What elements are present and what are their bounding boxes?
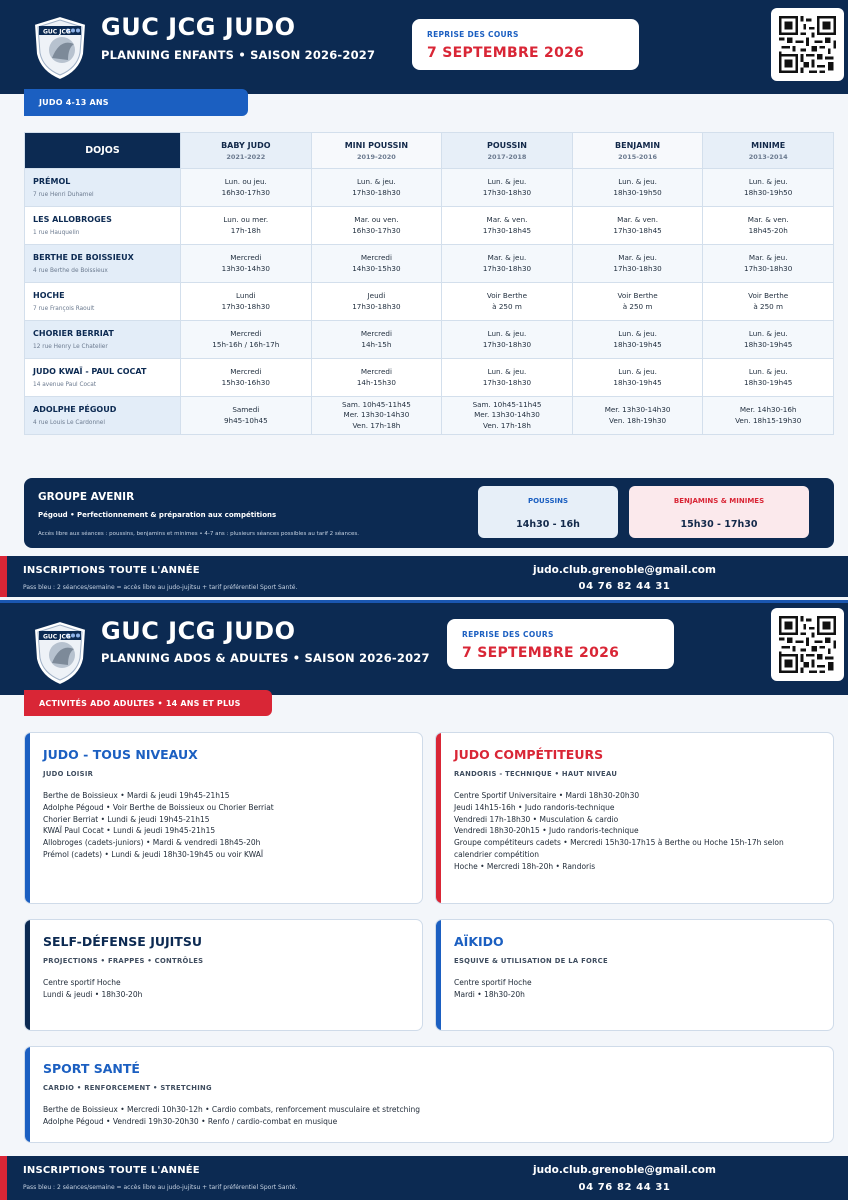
card-line: Centre sportif Hoche [43,978,121,987]
schedule-cell: Mar. & ven. 17h30-18h45 [572,207,703,245]
card-line: Groupe compétiteurs cadets • Mercredi 15h30-17h15 à Berthe ou Hoche 15h-17h selon calendrier compétition [454,838,784,859]
dojo-name: JUDO KWAÏ - PAUL COCAT [33,366,147,376]
card-judo-tous-niveaux [24,732,423,904]
schedule-cell: Mercredi 14h-15h30 [311,359,442,397]
card-line: Hoche • Mercredi 18h-20h • Randoris [454,861,596,871]
schedule-cell: Sam. 10h45-11h45 Mer. 13h30-14h30 Ven. 17h-18h [442,397,573,435]
category-name: MINIME [751,140,786,150]
reprise-date: 7 SEPTEMBRE 2026 [462,645,620,661]
club-shield-logo-icon [30,14,90,82]
category-years: 2015-2016 [618,152,658,161]
schedule-cell: Voir Berthe à 250 m [572,283,703,321]
avenir-title: GROUPE AVENIR [38,491,135,503]
brand-title: GUC JCG JUDO [101,13,296,41]
footer-note: Pass bleu : 2 séances/semaine = accès libre au judo-jujitsu + tarif préférentiel Sport Santé. [23,1184,298,1191]
schedule-cell: Mar. & jeu. 17h30-18h30 [442,245,573,283]
category-years: 2021-2022 [226,152,266,161]
card-title: JUDO COMPÉTITEURS [454,747,604,762]
card-lines [43,1104,817,1128]
dojo-cell [25,321,181,359]
table-row [25,207,834,245]
ados-adultes-planning-page [0,600,848,1200]
schedule-cell: Mar. & ven. 18h45-20h [703,207,834,245]
schedule-cell: Mercredi 15h-16h / 16h-17h [181,321,312,359]
schedule-cell: Lun. & jeu. 18h30-19h45 [703,359,834,397]
footer-note: Pass bleu : 2 séances/semaine = accès libre au judo-jujitsu + tarif préférentiel Sport Santé. [23,584,298,591]
schedule-cell: Mar. ou ven. 16h30-17h30 [311,207,442,245]
dojo-address: 1 rue Hauquelin [33,230,80,237]
table-row [25,245,834,283]
dojo-address: 7 rue François Raoult [33,306,95,313]
card-line: Adolphe Pégoud • Vendredi 19h30-20h30 • Renfo / cardio-combat en musique [43,1116,338,1126]
footer-title: INSCRIPTIONS TOUTE L'ANNÉE [23,565,200,576]
card-subtitle: RANDORIS - TECHNIQUE • HAUT NIVEAU [454,770,618,778]
footer [0,1156,848,1200]
footer [0,556,848,597]
category-years: 2013-2014 [748,152,788,161]
table-row [25,283,834,321]
dojo-cell [25,397,181,435]
category-header [311,133,442,169]
card-title: JUDO - TOUS NIVEAUX [43,747,198,762]
schedule-cell: Mar. & jeu. 17h30-18h30 [703,245,834,283]
avenir-benjamins-box [629,486,809,538]
groupe-avenir-banner [24,478,834,548]
schedule-cell: Lun. & jeu. 17h30-18h30 [442,169,573,207]
reprise-label: REPRISE DES COURS [427,30,519,39]
category-years: 2019-2020 [356,152,396,161]
category-name: BENJAMIN [615,140,661,150]
reprise-label: REPRISE DES COURS [462,630,554,639]
brand-title: GUC JCG JUDO [101,617,296,645]
section-pill-ado-adultes: ACTIVITÉS ADO ADULTES • 14 ANS ET PLUS [24,690,272,716]
schedule-cell: Mar. & ven. 17h30-18h45 [442,207,573,245]
schedule-cell: Lun. ou mer. 17h-18h [181,207,312,245]
schedule-cell: Mercredi 13h30-14h30 [181,245,312,283]
schedule-cell: Lun. & jeu. 18h30-19h45 [572,359,703,397]
section-pill-judo-4-13: JUDO 4-13 ANS [24,89,248,116]
contact-email-link[interactable]: judo.club.grenoble@gmail.com [533,564,716,576]
card-line: Adolphe Pégoud • Voir Berthe de Boissieux ou Chorier Berriat [43,802,274,812]
card-line: Jeudi 14h15-16h • Judo randoris-technique [454,802,615,812]
card-subtitle: PROJECTIONS • FRAPPES • CONTRÔLES [43,957,204,965]
qr-code-icon[interactable] [771,608,844,681]
avenir-box-time: 14h30 - 16h [516,519,580,530]
card-line: Berthe de Boissieux • Mardi & jeudi 19h45-21h15 [43,791,230,800]
schedule-cell: Mercredi 14h30-15h30 [311,245,442,283]
dojo-name: HOCHE [33,290,65,300]
schedule-cell: Lun. & jeu. 18h30-19h45 [572,321,703,359]
card-lines [43,977,406,1001]
card-title: SPORT SANTÉ [43,1061,140,1076]
schedule-cell: Sam. 10h45-11h45 Mer. 13h30-14h30 Ven. 17h-18h [311,397,442,435]
card-line: Prémol (cadets) • Lundi & jeudi 18h30-19h45 ou voir KWAÏ [43,849,264,859]
schedule-cell: Samedi 9h45-10h45 [181,397,312,435]
avenir-subtitle: Pégoud • Perfectionnement & préparation aux compétitions [38,511,277,519]
footer-title: INSCRIPTIONS TOUTE L'ANNÉE [23,1165,200,1176]
planning-subtitle: PLANNING ENFANTS • SAISON 2026-2027 [101,48,376,62]
avenir-note: Accès libre aux séances : poussins, benjamins et minimes • 4-7 ans : plusieurs séances possibles au tarif 2 séances. [38,531,360,537]
schedule-cell: Mar. & jeu. 17h30-18h30 [572,245,703,283]
dojo-name: LES ALLOBROGES [33,214,112,224]
card-line: Berthe de Boissieux • Mercredi 10h30-12h • Cardio combats, renforcement musculaire et stretching [43,1105,420,1114]
schedule-cell: Mercredi 14h-15h [311,321,442,359]
table-row [25,359,834,397]
card-lines [454,977,817,1001]
card-sport-sante [24,1046,834,1143]
schedule-cell: Lun. & jeu. 18h30-19h50 [703,169,834,207]
card-line: Mardi • 18h30-20h [454,989,525,999]
card-title: SELF-DÉFENSE JUJITSU [43,934,202,949]
dojo-name: PRÉMOL [33,176,71,186]
category-header [442,133,573,169]
table-row [25,397,834,435]
schedule-cell: Voir Berthe à 250 m [442,283,573,321]
table-row [25,169,834,207]
avenir-box-time: 15h30 - 17h30 [680,519,758,530]
schedule-cell: Lun. & jeu. 18h30-19h45 [703,321,834,359]
category-name: BABY JUDO [221,140,271,150]
dojo-address: 14 avenue Paul Cocat [33,382,97,389]
dojo-address: 7 rue Henri Duhamel [33,192,94,199]
reprise-date: 7 SEPTEMBRE 2026 [427,45,585,61]
card-aikido [435,919,834,1031]
schedule-cell: Lun. & jeu. 17h30-18h30 [442,321,573,359]
category-header [703,133,834,169]
card-line: Lundi & jeudi • 18h30-20h [43,989,143,999]
planning-subtitle: PLANNING ADOS & ADULTES • SAISON 2026-2027 [101,651,430,665]
reprise-card [412,19,639,70]
enfants-schedule-table [24,132,834,435]
club-shield-logo-icon [30,619,90,687]
dojo-cell [25,169,181,207]
category-header [181,133,312,169]
dojo-name: ADOLPHE PÉGOUD [33,404,117,414]
card-line: Allobroges (cadets-juniors) • Mardi & vendredi 18h45-20h [43,838,261,848]
card-line: KWAÏ Paul Cocat • Lundi & jeudi 19h45-21h15 [43,826,216,836]
dojo-name: CHORIER BERRIAT [33,328,114,338]
dojo-cell [25,245,181,283]
schedule-cell: Lundi 17h30-18h30 [181,283,312,321]
contact-phone-link[interactable]: 04 76 82 44 31 [578,581,671,592]
avenir-box-label: BENJAMINS & MINIMES [673,497,765,505]
card-line: Vendredi 18h30-20h15 • Judo randoris-technique [454,826,639,836]
category-header [572,133,703,169]
category-name: POUSSIN [486,140,527,150]
header [0,0,848,94]
dojo-address: 4 rue Louis Le Cardonnel [33,420,105,427]
schedule-cell: Lun. & jeu. 18h30-19h50 [572,169,703,207]
card-subtitle: JUDO LOISIR [43,770,94,778]
dojo-cell [25,359,181,397]
schedule-cell: Lun. ou jeu. 16h30-17h30 [181,169,312,207]
dojo-address: 12 rue Henry Le Chatelier [33,344,108,351]
contact-email-link[interactable]: judo.club.grenoble@gmail.com [533,1164,716,1176]
card-line: Centre sportif Hoche [454,978,532,987]
schedule-cell: Jeudi 17h30-18h30 [311,283,442,321]
dojo-name: BERTHE DE BOISSIEUX [33,252,134,262]
category-name: MINI POUSSIN [344,140,409,150]
schedule-cell: Mer. 13h30-14h30 Ven. 18h-19h30 [572,397,703,435]
svg-text:GUC JCG: GUC JCG [43,633,71,641]
card-lines [43,790,406,861]
schedule-cell: Mercredi 15h30-16h30 [181,359,312,397]
contact-phone-link[interactable]: 04 76 82 44 31 [578,1182,671,1193]
table-header-row [25,133,834,169]
header [0,600,848,695]
category-years: 2017-2018 [487,152,527,161]
avenir-poussins-box [478,486,618,538]
card-lines [454,790,817,873]
schedule-cell: Lun. & jeu. 17h30-18h30 [311,169,442,207]
schedule-cell: Mer. 14h30-16h Ven. 18h15-19h30 [703,397,834,435]
qr-code-icon[interactable] [771,8,844,81]
card-line: Chorier Berriat • Lundi & jeudi 19h45-21h15 [43,814,210,824]
svg-text:GUC JCG: GUC JCG [43,28,71,36]
dojo-cell [25,283,181,321]
table-row [25,321,834,359]
card-line: Vendredi 17h-18h30 • Musculation & cardio [454,814,619,824]
dojo-address: 4 rue Berthe de Boissieux [33,268,108,275]
schedule-cell: Voir Berthe à 250 m [703,283,834,321]
card-judo-competiteurs [435,732,834,904]
card-subtitle: ESQUIVE & UTILISATION DE LA FORCE [454,957,608,965]
reprise-card [447,619,674,669]
card-line: Centre Sportif Universitaire • Mardi 18h30-20h30 [454,791,640,800]
card-title: AÏKIDO [454,934,504,949]
avenir-box-label: POUSSINS [527,497,569,505]
card-self-defense-jujitsu [24,919,423,1031]
schedule-cell: Lun. & jeu. 17h30-18h30 [442,359,573,397]
card-subtitle: CARDIO • RENFORCEMENT • STRETCHING [43,1084,212,1092]
dojo-cell [25,207,181,245]
dojos-column-header: DOJOS [25,133,181,169]
